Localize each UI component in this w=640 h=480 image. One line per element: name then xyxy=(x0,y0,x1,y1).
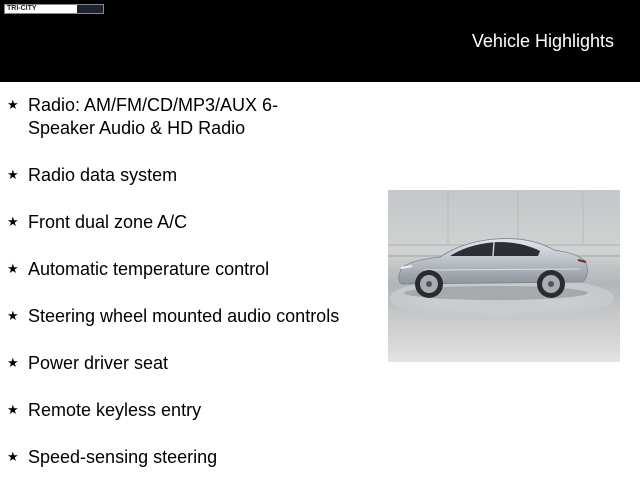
dealer-logo-text: TRI-CITY xyxy=(5,5,77,13)
feature-item xyxy=(7,211,367,234)
feature-item xyxy=(7,164,367,187)
feature-item xyxy=(7,258,367,281)
feature-item xyxy=(7,352,367,375)
feature-item xyxy=(7,94,367,140)
page-title: Vehicle Highlights xyxy=(471,31,614,51)
feature-item xyxy=(7,399,367,422)
star-icon: ★ xyxy=(7,168,19,183)
vehicle-photo[interactable] xyxy=(388,190,620,362)
star-icon: ★ xyxy=(7,215,19,230)
car-image-icon xyxy=(388,190,620,362)
feature-text: Remote keyless entry xyxy=(28,400,202,420)
feature-text: Radio: AM/FM/CD/MP3/AUX 6-Speaker Audio & HD Radio xyxy=(28,95,279,138)
header-banner xyxy=(0,0,640,82)
star-icon: ★ xyxy=(7,403,19,418)
feature-text: Radio data system xyxy=(28,165,178,185)
feature-text: Front dual zone A/C xyxy=(28,212,188,232)
feature-item xyxy=(7,446,367,469)
star-icon: ★ xyxy=(7,450,19,465)
feature-text: Automatic temperature control xyxy=(28,259,270,279)
feature-text: Power driver seat xyxy=(28,353,169,373)
feature-text: Steering wheel mounted audio controls xyxy=(28,306,340,326)
dealer-logo[interactable] xyxy=(4,4,104,14)
feature-list xyxy=(7,94,367,480)
feature-item xyxy=(7,305,367,328)
star-icon: ★ xyxy=(7,262,19,277)
star-icon: ★ xyxy=(7,309,19,324)
dealer-logo-badge xyxy=(77,5,103,13)
feature-text: Speed-sensing steering xyxy=(28,447,218,467)
star-icon: ★ xyxy=(7,98,19,113)
star-icon: ★ xyxy=(7,356,19,371)
